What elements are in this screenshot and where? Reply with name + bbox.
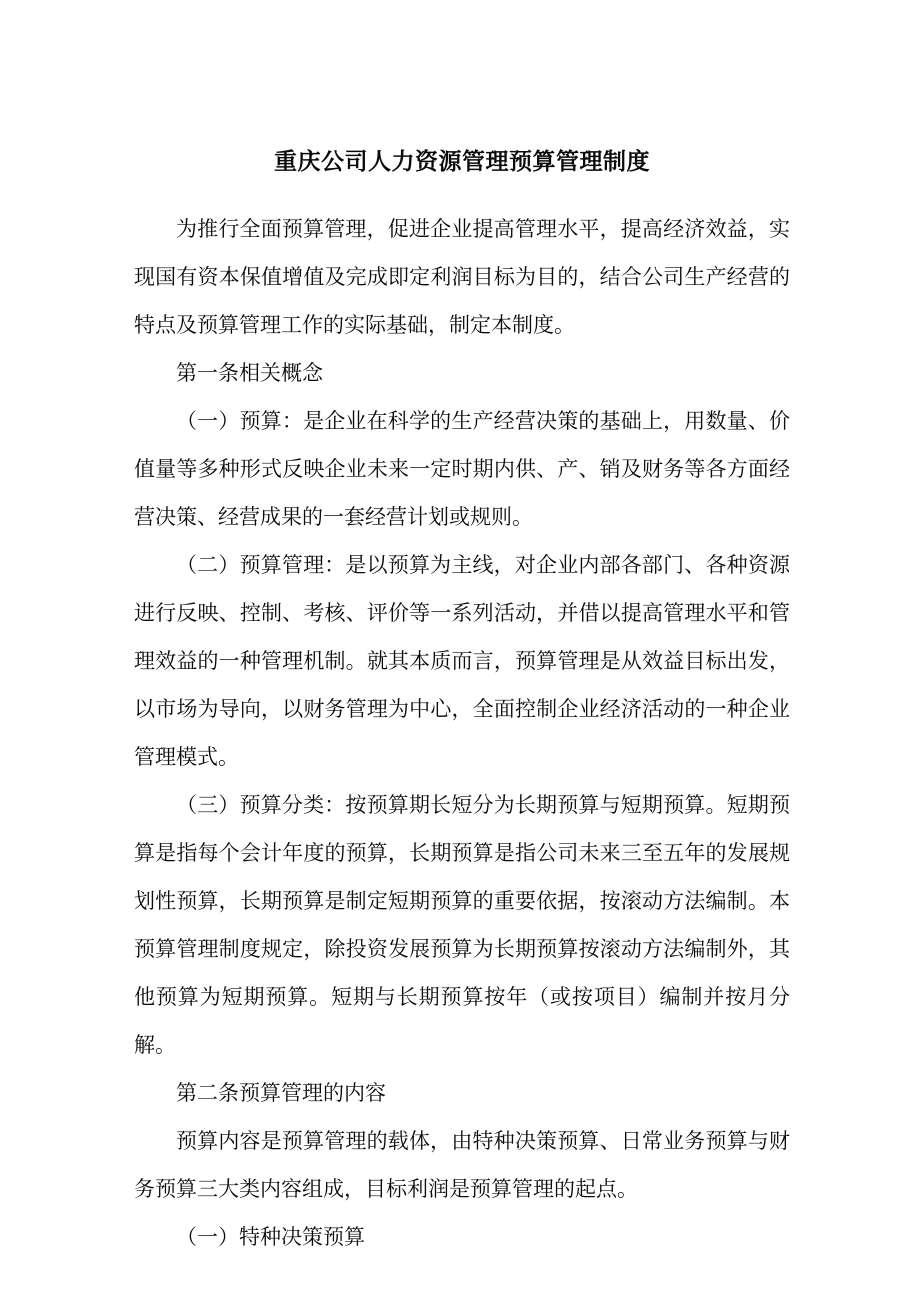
article-2-heading: 第二条预算管理的内容 (176, 1082, 386, 1105)
document-title: 重庆公司人力资源管理预算管理制度 (274, 148, 650, 174)
article-1-heading: 第一条相关概念 (176, 362, 323, 385)
intro-paragraph: 为推行全面预算管理，促进企业提高管理水平，提高经济效益，实现国有资本保值增值及完成即定利润目标为目的，结合公司生产经营的特点及预算管理工作的实际基础，制定本制度。 (134, 218, 790, 337)
clause-3-budget-classification: （三）预算分类：按预算期长短分为长期预算与短期预算。短期预算是指每个会计年度的预算，长期预算是指公司未来三至五年的发展规划性预算，长期预算是制定短期预算的重要依据，按滚动方法编制。本预算管理制度规定，除投资发展预算为长期预算按滚动方法编制外，其他预算为短期预算。短期与长期预算按年（或按项目）编制并按月分解。 (134, 794, 790, 1057)
budget-content-paragraph: 预算内容是预算管理的载体，由特种决策预算、日常业务预算与财务预算三大类内容组成，目标利润是预算管理的起点。 (134, 1130, 790, 1201)
clause-1-budget-definition: （一）预算：是企业在科学的生产经营决策的基础上，用数量、价值量等多种形式反映企业未来一定时期内供、产、销及财务等各方面经营决策、经营成果的一套经营计划或规则。 (134, 410, 790, 529)
clause-2-budget-management-definition: （二）预算管理：是以预算为主线，对企业内部各部门、各种资源进行反映、控制、考核、评价等一系列活动，并借以提高管理水平和管理效益的一种管理机制。就其本质而言，预算管理是从效益目标出发，以市场为导向，以财务管理为中心，全面控制企业经济活动的一种企业管理模式。 (134, 554, 790, 769)
clause-1-special-decision-budget: （一）特种决策预算 (176, 1226, 365, 1249)
